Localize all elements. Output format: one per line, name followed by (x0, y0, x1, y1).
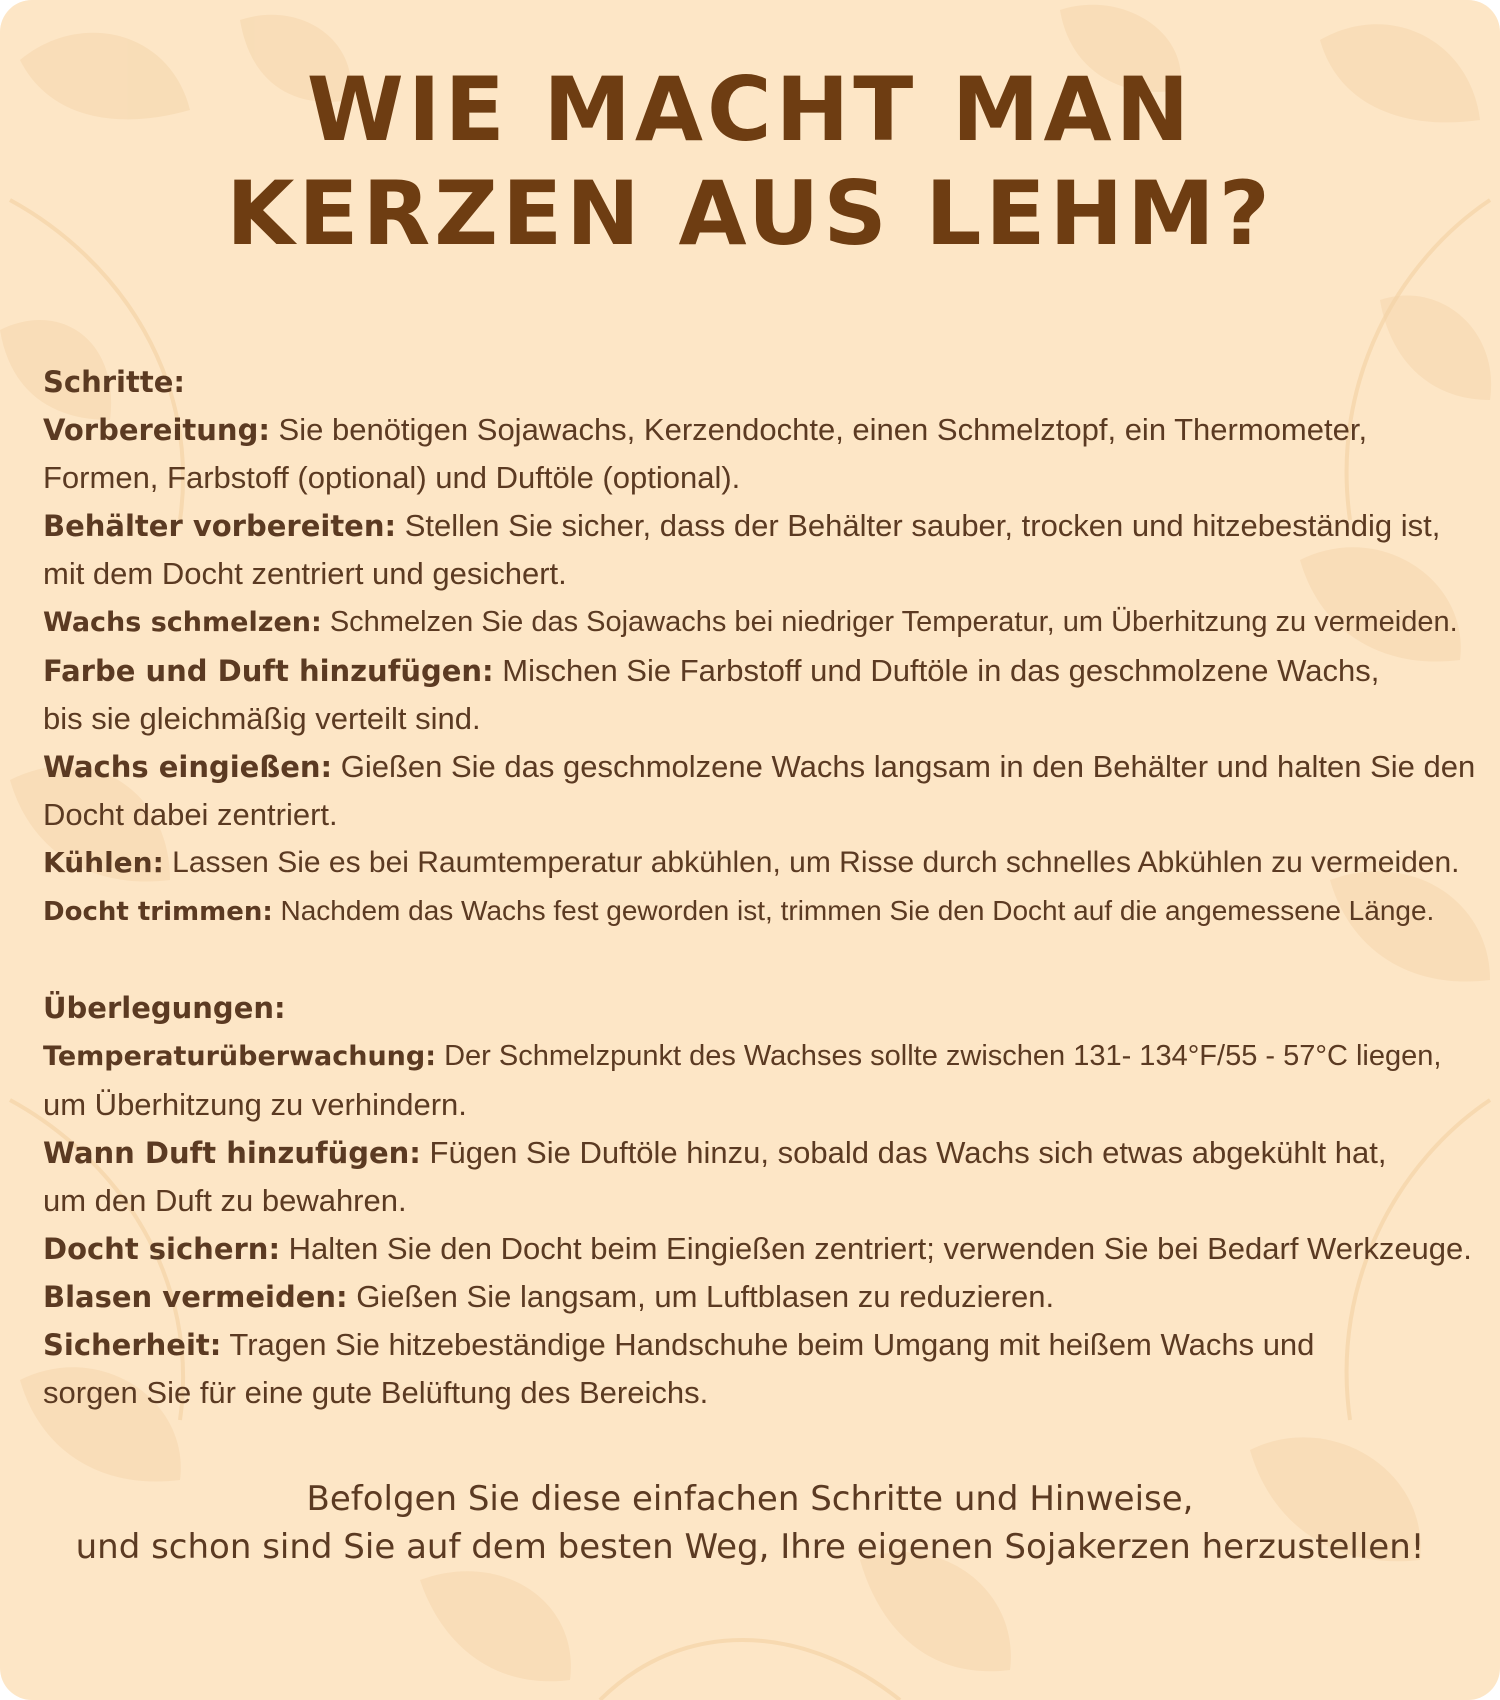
consideration-text-continued: um den Duft zu bewahren. (43, 1183, 407, 1218)
step-text: Mischen Sie Farbstoff und Duftöle in das geschmolzene Wachs, (493, 653, 1380, 688)
step-item (43, 406, 1483, 502)
consideration-label: Wann Duft hinzufügen: (43, 1136, 421, 1170)
step-text-continued: bis sie gleichmäßig verteilt sind. (43, 701, 481, 736)
consideration-label: Temperaturüberwachung: (43, 1041, 437, 1072)
consideration-item (43, 1032, 1483, 1129)
step-label: Vorbereitung: (43, 413, 270, 447)
consideration-item (43, 1273, 1483, 1321)
consideration-item (43, 1225, 1483, 1273)
step-item (43, 887, 1483, 936)
consideration-text: Fügen Sie Duftöle hinzu, sobald das Wachs sich etwas abgekühlt hat, (420, 1135, 1387, 1170)
consideration-text: Der Schmelzpunkt des Wachses sollte zwischen 131- 134°F/55 - 57°C liegen, (436, 1040, 1442, 1072)
step-label: Wachs schmelzen: (43, 607, 322, 638)
consideration-item (43, 1321, 1483, 1417)
step-item (43, 839, 1483, 887)
steps-heading: Schritte: (43, 365, 185, 399)
step-label: Behälter vorbereiten: (43, 509, 397, 543)
section-spacer (43, 936, 1483, 984)
consideration-label: Sicherheit: (43, 1328, 222, 1362)
consideration-item (43, 1129, 1483, 1225)
consideration-label: Docht sichern: (43, 1232, 281, 1266)
consideration-text: Halten Sie den Docht beim Eingießen zentriert; verwenden Sie bei Bedarf Werkzeuge. (280, 1231, 1472, 1266)
step-label: Kühlen: (43, 846, 164, 879)
consideration-label: Blasen vermeiden: (43, 1280, 348, 1314)
step-item (43, 743, 1483, 839)
step-text: Sie benötigen Sojawachs, Kerzendochte, einen Schmelztopf, ein Thermometer, (269, 412, 1368, 447)
consideration-text: Tragen Sie hitzebeständige Handschuhe beim Umgang mit heißem Wachs und (221, 1327, 1315, 1362)
consideration-text-continued: um Überhitzung zu verhindern. (43, 1087, 467, 1122)
page-title (0, 58, 1500, 266)
step-text: Lassen Sie es bei Raumtemperatur abkühlen, um Risse durch schnelles Abkühlen zu vermeiden. (163, 846, 1460, 879)
title-line-1: WIE MACHT MAN (306, 58, 1194, 161)
closing-line-2: und schon sind Sie auf dem besten Weg, Ihre eigenen Sojakerzen herzustellen! (75, 1527, 1425, 1567)
step-text-continued: Formen, Farbstoff (optional) und Duftöle (optional). (43, 460, 741, 495)
step-label: Docht trimmen: (43, 897, 273, 927)
step-label: Wachs eingießen: (43, 750, 333, 784)
step-text: Stellen Sie sicher, dass der Behälter sauber, trocken und hitzebeständig ist, (396, 508, 1441, 543)
step-item (43, 598, 1483, 647)
step-text-continued: Docht dabei zentriert. (43, 797, 338, 832)
consideration-text-continued: sorgen Sie für eine gute Belüftung des Bereichs. (43, 1375, 709, 1410)
step-label: Farbe und Duft hinzufügen: (43, 654, 494, 688)
step-text: Gießen Sie das geschmolzene Wachs langsam in den Behälter und halten Sie den (332, 749, 1476, 784)
step-item (43, 502, 1483, 598)
title-line-2: KERZEN AUS LEHM? (226, 162, 1274, 265)
step-item (43, 647, 1483, 743)
step-text: Nachdem das Wachs fest geworden ist, trimmen Sie den Docht auf die angemessene Länge. (272, 895, 1435, 926)
closing-line-1: Befolgen Sie diese einfachen Schritte und Hinweise, (306, 1479, 1194, 1519)
step-text: Schmelzen Sie das Sojawachs bei niedriger Temperatur, um Überhitzung zu vermeiden. (321, 606, 1458, 638)
considerations-heading: Überlegungen: (43, 991, 286, 1025)
main-content (43, 358, 1483, 1417)
closing-message (0, 1475, 1500, 1571)
consideration-text: Gießen Sie langsam, um Luftblasen zu reduzieren. (347, 1279, 1055, 1314)
step-text-continued: mit dem Docht zentriert und gesichert. (43, 556, 567, 591)
